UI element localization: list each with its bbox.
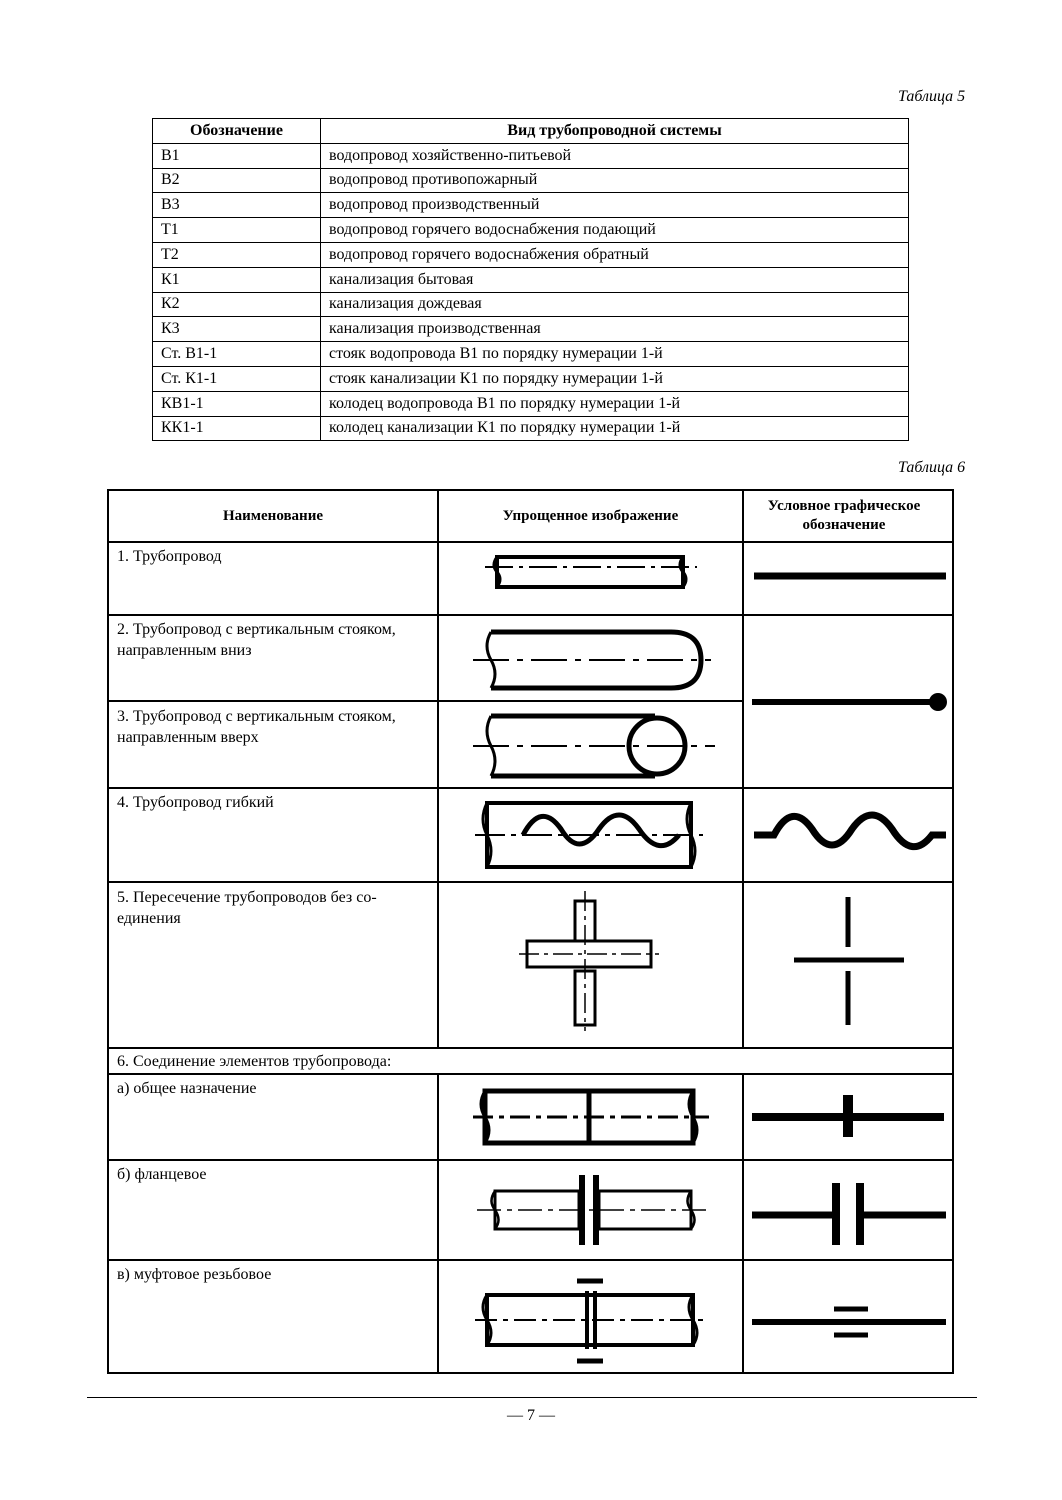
designation-cell: В1 <box>153 143 321 168</box>
designation-cell: Т2 <box>153 242 321 267</box>
designation-cell: Т1 <box>153 218 321 243</box>
system-cell: водопровод горячего водоснабжения обратный <box>321 242 909 267</box>
table-row <box>153 366 909 391</box>
system-cell: колодец канализации К1 по порядку нумерации 1-й <box>321 416 909 441</box>
flange-joint-simplified-drawing <box>439 1161 742 1259</box>
table-row <box>153 168 909 193</box>
designation-cell: В2 <box>153 168 321 193</box>
row-crossing-name: 5. Пересечение трубопроводов без со-единения <box>117 889 377 927</box>
table5-header-designation: Обозначение <box>153 119 321 144</box>
designation-cell: КК1-1 <box>153 416 321 441</box>
row-divider <box>109 1047 952 1049</box>
row-coupling-joint-name: в) муфтовое резьбовое <box>117 1266 272 1283</box>
row-riser-down-name: 2. Трубопровод с вертикальным стояком, направленным вниз <box>117 621 396 659</box>
header-name: Наименование <box>223 507 323 524</box>
system-cell: водопровод горячего водоснабжения подающий <box>321 218 909 243</box>
table-row <box>153 267 909 292</box>
table-row <box>153 416 909 441</box>
pipeline-symbol <box>744 543 954 614</box>
crossing-simplified-drawing <box>439 883 742 1047</box>
header-symbol: Условное графическое обозначение <box>767 498 921 533</box>
row-riser-up-name: 3. Трубопровод с вертикальным стояком, направленным вверх <box>117 708 396 746</box>
row-connection-section: 6. Соединение элементов трубопровода: <box>117 1053 392 1070</box>
riser-down-simplified-drawing <box>439 616 742 700</box>
header-simplified: Упрощенное изображение <box>502 507 679 524</box>
table5-caption: Таблица 5 <box>898 88 966 105</box>
designation-cell: К1 <box>153 267 321 292</box>
system-cell: стояк водопровода В1 по порядку нумерации 1-й <box>321 342 909 367</box>
designation-cell: В3 <box>153 193 321 218</box>
system-cell: стояк канализации К1 по порядку нумерации 1-й <box>321 366 909 391</box>
flange-joint-symbol <box>744 1161 954 1259</box>
table-row <box>153 193 909 218</box>
system-cell: водопровод производственный <box>321 193 909 218</box>
footer-rule <box>87 1397 977 1398</box>
system-cell: канализация дождевая <box>321 292 909 317</box>
system-cell: колодец водопровода В1 по порядку нумерации 1-й <box>321 391 909 416</box>
page-number: — 7 — <box>507 1407 555 1424</box>
riser-symbol <box>744 616 954 787</box>
general-joint-symbol <box>744 1075 954 1159</box>
flexible-symbol <box>744 789 954 881</box>
flexible-simplified-drawing <box>439 789 742 881</box>
system-cell: канализация производственная <box>321 317 909 342</box>
designation-cell: Ст. В1-1 <box>153 342 321 367</box>
general-joint-simplified-drawing <box>439 1075 742 1159</box>
system-cell: водопровод хозяйственно-питьевой <box>321 143 909 168</box>
designation-cell: К2 <box>153 292 321 317</box>
riser-up-simplified-drawing <box>439 702 742 787</box>
coupling-joint-simplified-drawing <box>439 1261 742 1374</box>
coupling-joint-symbol <box>744 1261 954 1374</box>
pipeline-simplified-drawing <box>439 543 742 614</box>
table-row <box>153 342 909 367</box>
table6-caption: Таблица 6 <box>898 459 966 476</box>
table-row <box>153 143 909 168</box>
row-flange-joint-name: б) фланцевое <box>117 1166 207 1183</box>
table6 <box>107 489 954 1374</box>
table5-header-system: Вид трубопроводной системы <box>321 119 909 144</box>
table-row <box>153 242 909 267</box>
merged-cell-mask <box>741 1049 745 1073</box>
crossing-symbol <box>744 883 954 1047</box>
row-flexible-name: 4. Трубопровод гибкий <box>117 794 274 811</box>
table-row <box>153 391 909 416</box>
table-row <box>153 292 909 317</box>
row-pipeline-name: 1. Трубопровод <box>117 548 222 565</box>
designation-cell: КВ1-1 <box>153 391 321 416</box>
system-cell: канализация бытовая <box>321 267 909 292</box>
table5 <box>152 118 909 441</box>
table5-header-row <box>153 119 909 144</box>
designation-cell: К3 <box>153 317 321 342</box>
row-general-joint-name: а) общее назначение <box>117 1080 257 1097</box>
designation-cell: Ст. К1-1 <box>153 366 321 391</box>
table-row <box>153 218 909 243</box>
system-cell: водопровод противопожарный <box>321 168 909 193</box>
table-row <box>153 317 909 342</box>
